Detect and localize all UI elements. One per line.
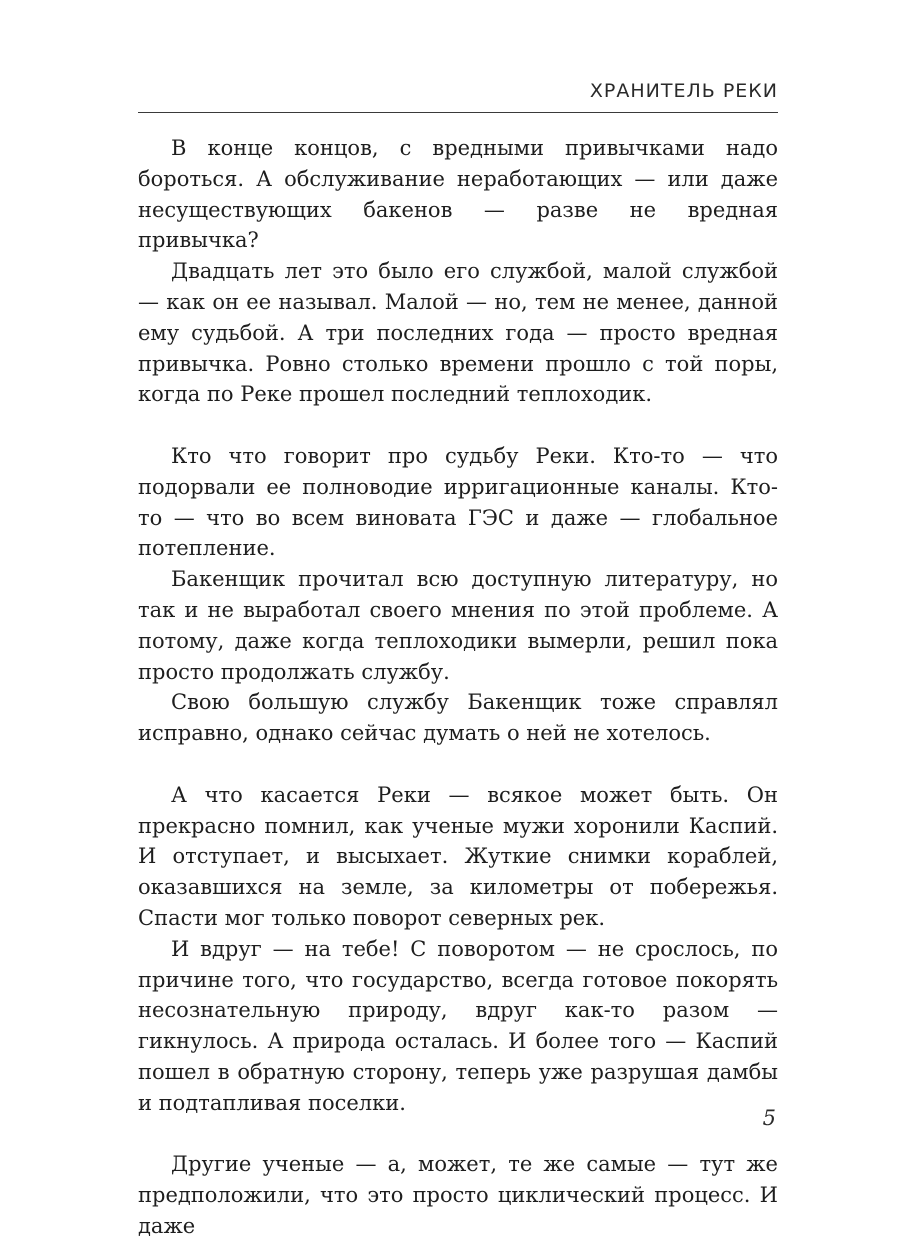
paragraph: Двадцать лет это было его службой, малой службой — как он ее называл. Малой — но, тем не менее, данной ему судьбой. А три последних года — просто вредная привычка. Ровно столько времени прошло с той поры, когда по Реке прошел последний теплоходик. <box>138 259 778 407</box>
running-title: ХРАНИТЕЛЬ РЕКИ <box>589 80 778 102</box>
paragraph: А что касается Реки — всякое может быть. Он прекрасно помнил, как ученые мужи хоронили Каспий. И отступает, и высыхает. Жуткие снимки кораблей, оказавшихся на земле, за километры от побережья. Спасти мог только поворот северных рек. <box>138 782 778 930</box>
paragraph: Свою большую службу Бакенщик тоже справлял исправно, однако сейчас думать о ней не хотелось. <box>138 690 778 746</box>
paragraph: В конце концов, с вредными привычками надо бороться. А обслуживание неработающих — или даже несуществующих бакенов — разве не вредная привычка? <box>138 136 778 253</box>
page-body <box>138 133 778 1242</box>
paragraph: Кто что говорит про судьбу Реки. Кто-то — что подорвали ее полноводие ирригационные каналы. Кто-то — что во всем виновата ГЭС и даже — глобальное потепление. <box>138 443 778 561</box>
page-number: 5 <box>762 1106 776 1130</box>
running-header <box>138 74 778 113</box>
paragraph: Бакенщик прочитал всю доступную литературу, но так и не выработал своего мнения по этой проблеме. А потому, даже когда теплоходики вымерли, решил пока просто продолжать службу. <box>138 567 778 684</box>
paragraph: И вдруг — на тебе! С поворотом — не срослось, по причине того, что государство, всегда готовое покорять несознательную природу, вдруг как-то разом — гикнулось. А природа осталась. И более того — Каспий пошел в обратную сторону, теперь уже разрушая дамбы и подтапливая поселки. <box>138 936 778 1115</box>
paragraph: Другие ученые — а, может, те же самые — тут же предположили, что это просто циклический процесс. И даже <box>138 1152 778 1238</box>
